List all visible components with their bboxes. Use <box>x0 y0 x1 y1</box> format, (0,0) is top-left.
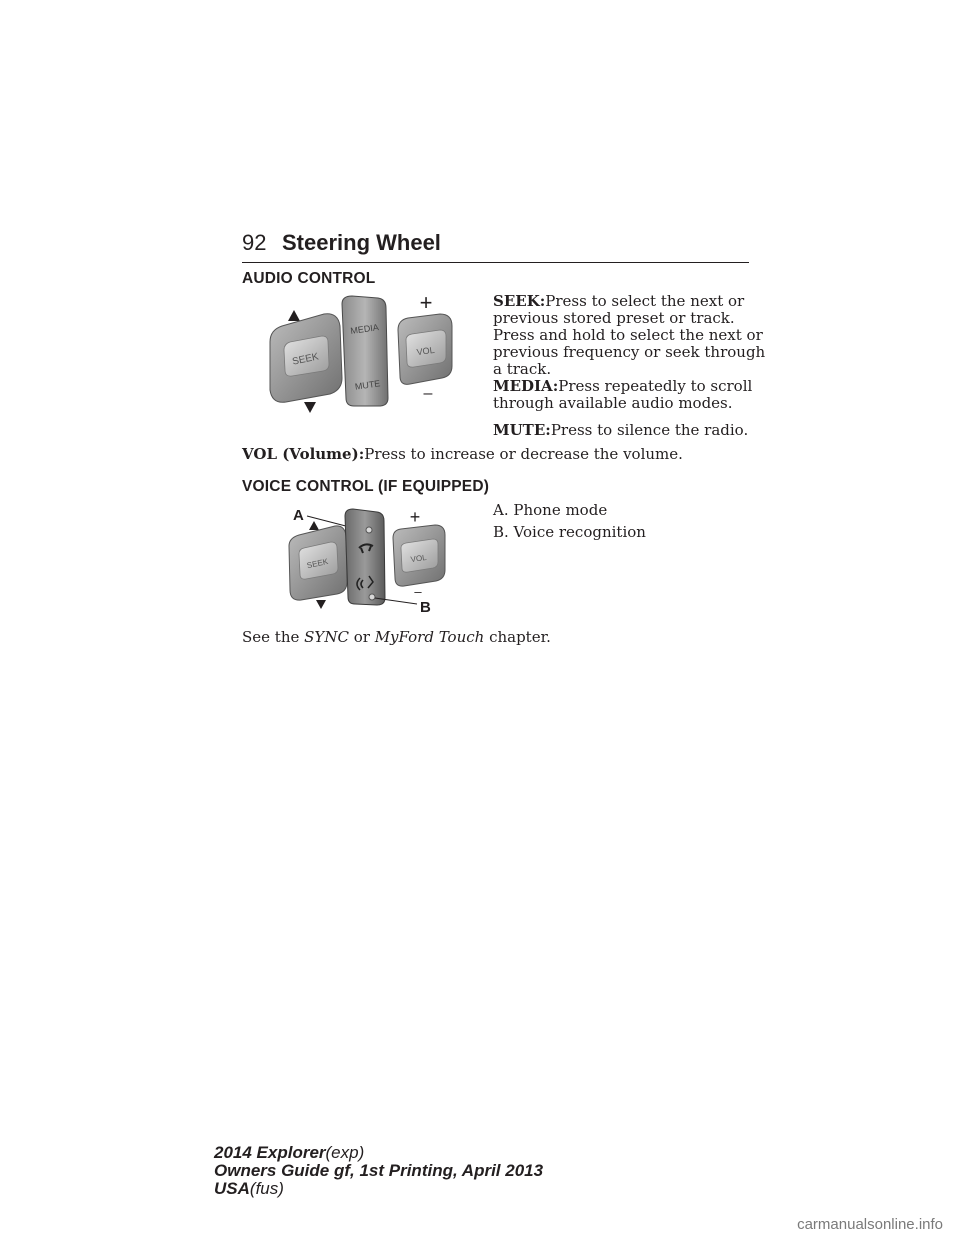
callout-a-label: A <box>293 507 304 524</box>
sync-reference: SYNC <box>304 628 349 646</box>
voice-recognition-dot <box>369 594 375 600</box>
seek-term: SEEK: <box>493 292 546 310</box>
seek-label: SEEK <box>291 351 320 368</box>
media-description: MEDIA:Press repeatedly to scroll through available audio modes. <box>493 377 753 412</box>
chapter-title: Steering Wheel <box>282 230 441 255</box>
vol-minus-icon: – <box>423 385 433 402</box>
mute-label: MUTE <box>354 378 381 392</box>
vol-button <box>398 314 452 384</box>
document-footer: 2014 Explorer(exp) Owners Guide gf, 1st Printing, April 2013 USA(fus) <box>214 1143 544 1198</box>
mute-description: MUTE:Press to silence the radio. <box>493 421 749 439</box>
seek-label: SEEK <box>306 556 329 571</box>
voice-control-heading: VOICE CONTROL (IF EQUIPPED) <box>242 478 490 495</box>
vol-plus-icon: + <box>409 507 421 527</box>
seek-button <box>270 314 342 403</box>
seek-description: SEEK:Press to select the next or previous stored preset or track. Press and hold to select the next or previous frequency or seek through a track. <box>493 292 766 378</box>
vol-minus-icon: – <box>414 584 422 599</box>
watermark: carmanualsonline.info <box>797 1216 943 1233</box>
see-also-text: See the SYNC or MyFord Touch chapter. <box>242 628 551 646</box>
callout-b-label: B <box>420 599 431 616</box>
vol-button <box>393 525 445 586</box>
item-b-voice-recognition: B. Voice recognition <box>493 523 646 541</box>
seek-down-arrow-icon <box>316 600 326 609</box>
item-a-phone-mode: A. Phone mode <box>493 501 608 519</box>
seek-up-arrow-icon <box>288 310 300 321</box>
mute-term: MUTE: <box>493 421 551 439</box>
vol-description: VOL (Volume):Press to increase or decrease the volume. <box>242 445 683 463</box>
media-label: MEDIA <box>349 322 380 336</box>
vol-plus-icon: + <box>419 290 433 315</box>
phone-mode-dot <box>366 527 372 533</box>
vol-label: VOL <box>410 552 428 565</box>
seek-down-arrow-icon <box>304 402 316 413</box>
seek-button <box>289 526 347 600</box>
audio-controls-figure <box>262 290 462 420</box>
page-number: 92 <box>242 230 267 255</box>
voice-controls-figure <box>283 504 453 618</box>
media-term: MEDIA: <box>493 377 559 395</box>
audio-control-heading: AUDIO CONTROL <box>242 270 376 287</box>
myford-touch-reference: MyFord Touch <box>374 628 485 646</box>
seek-up-arrow-icon <box>309 521 319 530</box>
media-mute-button <box>342 296 388 406</box>
page-header <box>242 230 749 263</box>
vol-label: VOL <box>415 344 436 358</box>
phone-voice-button <box>345 509 385 605</box>
vol-term: VOL (Volume): <box>242 445 365 463</box>
